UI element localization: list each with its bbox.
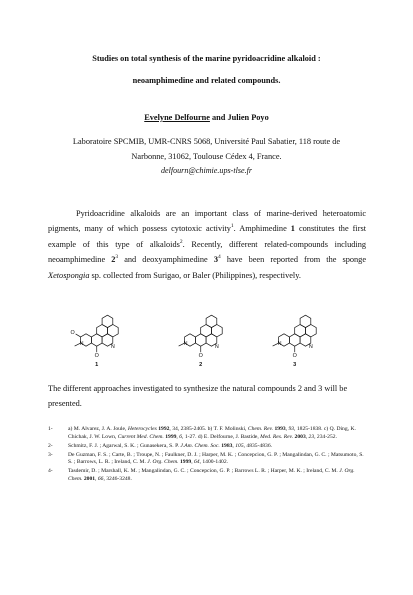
- reference-text: 1993: [274, 426, 286, 432]
- reference-text: ,: [191, 459, 194, 466]
- chemical-structures-figure: [60, 290, 360, 372]
- compound-number: 2: [111, 255, 116, 265]
- abstract-text: . Amphimedine: [233, 224, 291, 234]
- nitrogen-atom-label: N: [183, 341, 188, 348]
- reference-text: 1999: [165, 433, 177, 440]
- compound-label: 2: [199, 362, 203, 368]
- paper-title-line-2: neoamphimedine and related compounds.: [132, 76, 281, 85]
- reference-text: 93: [288, 426, 295, 432]
- abstract-text: constitutes the first example of this type of alkaloids: [48, 224, 367, 249]
- compound-label: 1: [95, 362, 99, 368]
- reference-text: ,: [176, 433, 180, 440]
- author-list: [40, 113, 373, 122]
- ring-bond: [300, 315, 311, 327]
- abstract-text: Pyridoacridine alkaloids are an important class of marine-derived heteroatomic pigments, many of which possess cytotoxic activity: [48, 209, 366, 234]
- reference-text: 2001: [83, 476, 96, 483]
- ref-superscript: 2: [179, 239, 183, 246]
- reference-text: , 3246-3248.: [103, 476, 132, 483]
- reference-text: 1999: [180, 459, 192, 466]
- reference-text: 105: [235, 442, 244, 449]
- reference-text: , 4835-4836.: [243, 442, 273, 449]
- compound-number: 1: [290, 224, 295, 234]
- structures-svg: [60, 290, 360, 372]
- ref-superscript: 1: [230, 223, 234, 230]
- abstract-paragraph: [48, 206, 366, 283]
- reference-text: , 1-27. d) E. Delfourne, J. Bastide,: [182, 433, 261, 440]
- reference-text: 64: [193, 459, 200, 466]
- author-separator: and: [209, 113, 228, 122]
- compound-number: 3: [213, 255, 218, 265]
- reference-text: 23: [308, 433, 315, 440]
- species-name: Xetospongia: [48, 270, 90, 280]
- ring-bond: [102, 315, 113, 327]
- reference-text: , 1825-1838. c) Q. Ding, K. Chichak, J. W. Lown,: [68, 426, 356, 440]
- reference-text: J. Org. Chem.: [68, 468, 355, 483]
- reference-text: Med. Res. Rev.: [260, 433, 294, 440]
- reference-item: [48, 443, 366, 451]
- compound-label: 3: [293, 362, 297, 368]
- author-email: delfourn@chimie.ups-tlse.fr: [160, 166, 253, 175]
- reference-text: ,: [285, 426, 289, 432]
- reference-text: 2003: [294, 433, 306, 440]
- reference-text: J.Am. Chem. Soc.: [180, 442, 220, 449]
- affiliation-line-1: Laboratoire SPCMIB, UMR-CNRS 5068, Université Paul Sabatier, 118 route de: [72, 137, 341, 146]
- reference-text: Heterocycles: [127, 426, 157, 432]
- abstract-text: sp. collected from Surigao, or Baler (Philippines), respectively.: [89, 270, 301, 280]
- reference-text: Schmitz, F. J. ; Agarwal, S. K. ; Gunasekera, S. P.: [68, 442, 181, 449]
- reference-text: ,: [95, 476, 98, 483]
- oxygen-atom-label: O: [94, 353, 99, 360]
- conclusion-paragraph: The different approaches investigated to synthesize the natural compounds 2 and 3 will be presented.: [48, 384, 348, 408]
- reference-text: Chem. Rev.: [247, 426, 274, 432]
- affiliation-line-2: Narbonne, 31062, Toulouse Cédex 4, France.: [131, 152, 282, 161]
- reference-text: Tasdemir, D. ; Marshall, K. M. ; Mangalindan, G. C. ; Concepcion, G. P. ; Barrows L. R. ; Harper, M. K. ; Ireland, C. M.: [68, 468, 340, 475]
- reference-item: [48, 468, 366, 484]
- ref-superscript: 4: [217, 254, 221, 261]
- reference-item: [48, 452, 366, 468]
- reference-text: De Guzman, F. S. ; Carte, B. ; Troupe, N. ; Faulkner, D. J. ; Harper, M. K. ; Concepcion, G. P. ; Mangalindan, G. C. ; Matsumoto, S. S. ; Barrows, L. R. ; Ireland, C. M.: [68, 451, 364, 466]
- nitrogen-atom-label: N: [277, 341, 282, 348]
- oxygen-atom-label: O: [70, 329, 75, 336]
- ring-bond: [206, 315, 217, 327]
- reference-text: Current Med. Chem.: [117, 433, 164, 440]
- reference-text: J. Org. Chem.: [147, 459, 179, 466]
- reference-text: 6: [179, 433, 183, 440]
- author-presenting: Evelyne Delfourne: [144, 113, 210, 122]
- reference-text: a) M. Alvarez, J. A. Joule,: [68, 426, 128, 432]
- reference-text: 1992: [158, 426, 170, 432]
- abstract-text: have been reported from the sponge: [220, 255, 366, 265]
- reference-item: [48, 426, 366, 442]
- reference-text: ,: [305, 433, 309, 440]
- reference-number: 1-: [48, 426, 53, 432]
- oxygen-atom-label: O: [198, 353, 203, 360]
- paper-title-line-1: Studies on total synthesis of the marine pyridoacridine alkaloid :: [92, 54, 321, 63]
- nitrogen-atom-label: N: [110, 344, 115, 351]
- reference-text: 66: [97, 476, 104, 483]
- reference-text: 1983: [221, 442, 233, 449]
- reference-text: ,: [232, 442, 236, 449]
- abstract-text: and deoxyamphimedine: [118, 255, 214, 265]
- reference-text: , 1400-1402.: [199, 459, 229, 466]
- reference-text: , 34, 2385-2405. b) T. F. Molinski,: [169, 426, 248, 432]
- nitrogen-atom-label: N: [214, 344, 219, 351]
- abstract-text: . Recently, different related-compounds including neoamphimedine: [48, 239, 367, 265]
- reference-number: 4-: [48, 468, 53, 475]
- reference-list: [48, 426, 366, 485]
- ref-superscript: 3: [115, 254, 119, 261]
- bond-line: [76, 334, 81, 337]
- author-coauthor: Julien Poyo: [227, 113, 269, 122]
- reference-text: , 234-252.: [314, 433, 337, 440]
- nitrogen-atom-label: N: [79, 341, 84, 348]
- nitrogen-atom-label: N: [308, 344, 313, 351]
- reference-number: 2-: [48, 442, 53, 449]
- oxygen-atom-label: O: [292, 353, 297, 360]
- affiliation: [60, 134, 353, 164]
- reference-number: 3-: [48, 451, 53, 458]
